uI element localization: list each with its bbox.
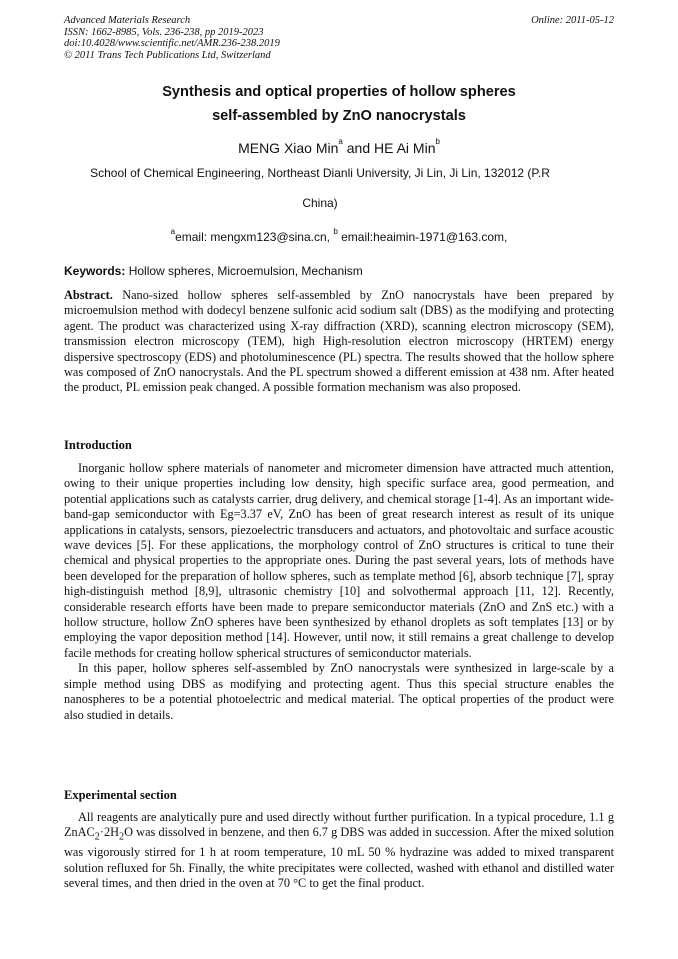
journal-name: Advanced Materials Research (64, 15, 191, 26)
email-b: email:heaimin-1971@163.com, (337, 230, 508, 244)
experimental-text-c: O was dissolved in benzene, and then 6.7 g DBS was added in succession. After the mixed solution was vigorously stirred for 1 h at room temperature, 10 mL 50 % hydrazine was added to mixed transparent solution refluxed for 5h. Finally, the white precipitates were collected, washed with ethanol and distilled water several times, and then dried in the oven at 70 °C to get the final product. (64, 825, 614, 891)
email-b-mark: b (333, 227, 338, 236)
author-1-affiliation-mark: a (338, 137, 343, 146)
experimental-text-b: 2H (103, 825, 120, 840)
keywords (64, 264, 363, 278)
author-2: HE Ai Min (374, 140, 436, 156)
issn-line: ISSN: 1662-8985, Vols. 236-238, pp 2019-2023 (64, 26, 264, 38)
introduction-paragraph-1: Inorganic hollow sphere materials of nanometer and micrometer dimension have attracted much attention, owing to their unique properties including low density, high specific surface area, good permeation, and potential applications such as catalysts carrier, drug delivery, and chemical storage [1-4]. As an important wide-band-gap semiconductor with Eg=3.37 eV, ZnO has been of great research interest as result of its unique applications in catalysts, sensors, piezoelectric transducers and actuators, and photovoltaic and surface acoustic wave devices [5]. For these applications, the morphology control of ZnO structures is critical to tune their chemical and physical properties to the appropriate ones. During the past several years, lots of methods have been developed for the preparation of hollow spheres, such as template method [6], absorb technique [7], spray high-distinguish method [8,9], ultrasonic chemistry [10] and solvothermal approach [11, 12]. Recently, considerable research efforts have been made to prepare semiconductor materials (ZnO and ZnS etc.) with a hollow structure, hollow ZnO spheres have been synthesized by ethanol droplets as soft templates [13] or by employing the vapor deposition method [14]. However, until now, it still remains a great challenge to develop facile methods for creating hollow spherical structures of semiconductor materials. (64, 461, 614, 660)
author-2-affiliation-mark: b (435, 137, 440, 146)
abstract-label: Abstract. (64, 288, 113, 302)
author-line (0, 137, 678, 156)
email-a-mark: a (170, 227, 176, 236)
abstract-text: Nano-sized hollow spheres self-assembled by ZnO nanocrystals have been prepared by microemulsion method with dodecyl benzene sulfonic acid sodium salt (DBS) as the modifying and protecting agent. The product was characterized using X-ray diffraction (XRD), scanning electron microscopy (SEM), transmission electron microscopy (TEM), high High-resolution electron microscopy (HRTEM) energy dispersive spectroscopy (EDS) and photoluminescence (PL) spectra. The results showed that the hollow sphere was composed of ZnO nanocrystals. And the PL spectrum showed a different emission at 438 nm. After heated the product, PL emission peak changed. A possible formation mechanism was also proposed. (64, 288, 614, 395)
keywords-text: Hollow spheres, Microemulsion, Mechanism (125, 264, 363, 278)
introduction-body (64, 461, 614, 723)
page-header (64, 15, 614, 61)
hydrate-dot: · (99, 825, 104, 840)
copyright-line: © 2011 Trans Tech Publications Ltd, Switzerland (64, 49, 271, 61)
title-line-1: Synthesis and optical properties of hollow spheres (162, 84, 516, 100)
experimental-body (64, 810, 614, 891)
author-conjunction: and (342, 140, 375, 156)
title-line-2: self-assembled by ZnO nanocrystals (212, 108, 466, 124)
keywords-label: Keywords: (64, 264, 126, 278)
email-a: email: mengxm123@sina.cn, (175, 230, 334, 244)
subscript: 2 (119, 831, 125, 843)
subscript: 2 (94, 831, 100, 843)
author-1: MENG Xiao Min (238, 140, 339, 156)
introduction-heading: Introduction (64, 438, 132, 452)
experimental-paragraph-1 (64, 810, 614, 891)
experimental-text-a: All reagents are analytically pure and used directly without further purification. In a typical procedure, 1.1 g ZnAC (64, 810, 614, 840)
affiliation: School of Chemical Engineering, Northeast Dianli University, Ji Lin, Ji Lin, 132012 (P.R China) (90, 166, 550, 210)
introduction-paragraph-2: In this paper, hollow spheres self-assembled by ZnO nanocrystals were synthesized in large-scale by a simple method using DBS as modifying and protecting agent. Thus this special structure enables the nanospheres to be a potential photoelectric and medical material. The optical properties of the product were also studied in details. (64, 661, 614, 722)
experimental-heading: Experimental section (64, 788, 177, 802)
online-date: Online: 2011-05-12 (531, 15, 614, 26)
doi-line: doi:10.4028/www.scientific.net/AMR.236-238.2019 (64, 38, 280, 50)
email-line (0, 227, 678, 244)
abstract (64, 288, 614, 396)
